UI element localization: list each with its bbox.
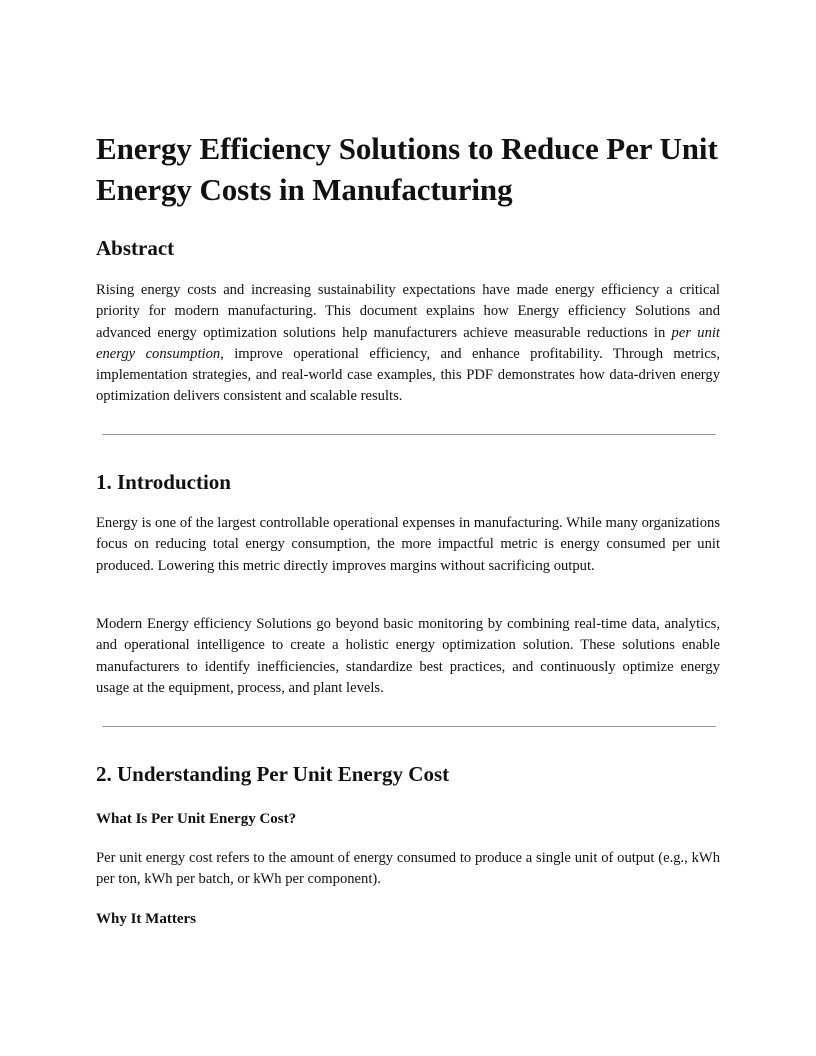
introduction-paragraph-2: Modern Energy efficiency Solutions go beyond basic monitoring by combining real-time data, analytics, and operational intelligence to create a holistic energy optimization solution. These solutions enable manufacturers to identify inefficiencies, standardize best practices, and continuously optimize energy usage at the equipment, process, and plant levels. [96, 616, 720, 696]
section-divider [102, 726, 716, 727]
abstract-heading: Abstract [96, 236, 175, 260]
document-title: Energy Efficiency Solutions to Reduce Per Unit Energy Costs in Manufacturing [96, 131, 718, 207]
understanding-heading: 2. Understanding Per Unit Energy Cost [96, 762, 450, 786]
what-is-subheading: What Is Per Unit Energy Cost? [96, 811, 297, 827]
abstract-paragraph [96, 280, 720, 408]
introduction-paragraph-1: Energy is one of the largest controllable operational expenses in manufacturing. While many organizations focus on reducing total energy consumption, the more impactful metric is energy consumed per unit produced. Lowering this metric directly improves margins without sacrificing output. [96, 515, 720, 574]
abstract-text-before: Rising energy costs and increasing sustainability expectations have made energy efficiency a critical priority for modern manufacturing. This document explains how Energy efficiency Solutions and advanced energy optimization solutions help manufacturers achieve measurable reductions in [96, 282, 720, 341]
section-divider [102, 434, 716, 435]
introduction-heading: 1. Introduction [96, 470, 231, 494]
abstract-text-after: , improve operational efficiency, and enhance profitability. Through metrics, implementation strategies, and real-world case examples, this PDF demonstrates how data-driven energy optimization delivers consistent and scalable results. [96, 345, 721, 405]
why-it-matters-subheading: Why It Matters [96, 911, 196, 927]
definition-paragraph: Per unit energy cost refers to the amount of energy consumed to produce a single unit of output (e.g., kWh per ton, kWh per batch, or kWh per component). [96, 850, 720, 888]
abstract-emphasis: per unit energy consumption [96, 324, 720, 362]
